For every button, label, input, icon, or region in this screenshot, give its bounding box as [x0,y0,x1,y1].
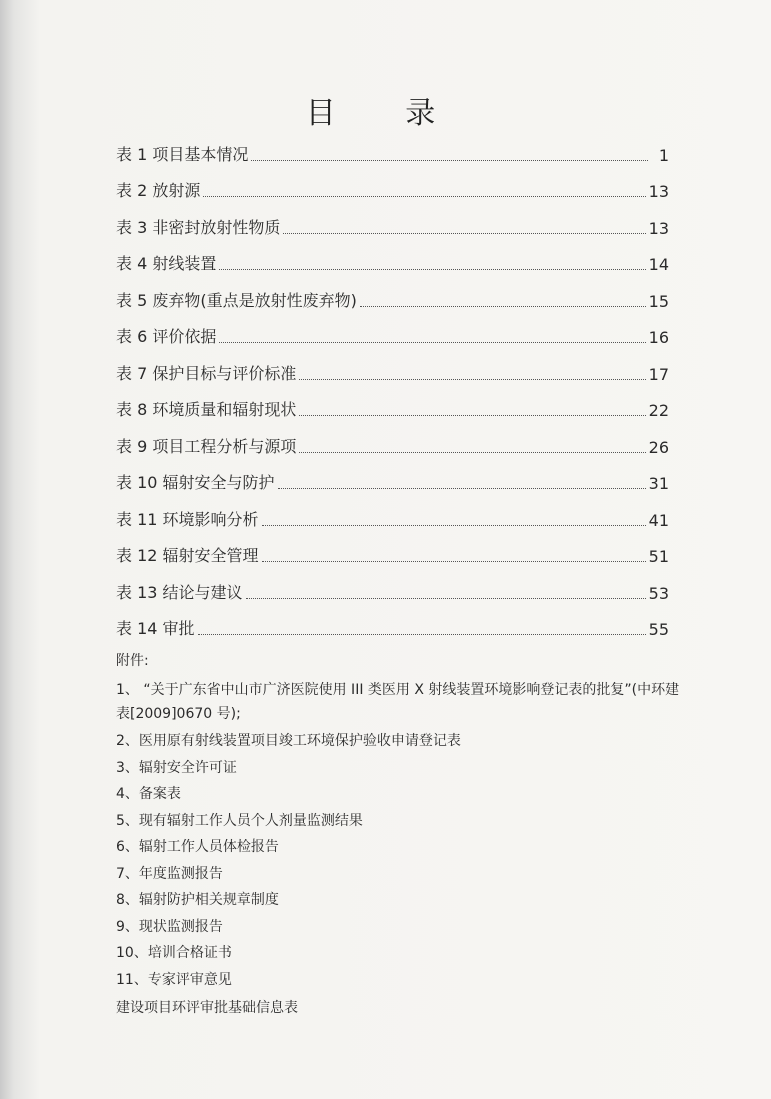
toc-entry-label: 表 3 非密封放射性物质 [116,217,281,237]
toc-entry [116,315,669,352]
toc-entry-page: 13 [648,182,669,201]
toc-entry-page: 51 [648,547,669,566]
attachments-heading: 附件: [116,653,149,669]
page-title: 目 录 [305,96,466,131]
toc-entry [116,278,669,315]
toc-entry-page: 53 [648,583,669,603]
attachment-item: 6、辐射工作人员体检报告 [116,839,279,855]
attachment-item: 5、现有辐射工作人员个人剂量监测结果 [116,812,363,829]
attachment-item: 11、专家评审意见 [116,971,232,988]
toc-leader-dots [278,487,646,489]
toc-leader-dots [299,378,645,380]
toc-entry [116,497,669,534]
toc-entry [116,205,669,242]
toc-leader-dots [299,414,645,416]
attachment-item: 3、辐射安全许可证 [116,759,237,776]
attachment-item: 9、现状监测报告 [116,918,223,935]
toc-leader-dots [219,341,645,343]
toc-entry [116,461,669,498]
toc-entry [116,570,669,607]
toc-leader-dots [262,560,646,562]
attachment-item: 10、培训合格证书 [116,945,232,961]
toc-entry [116,424,669,461]
toc-leader-dots [251,159,648,161]
toc-entry [116,534,669,571]
toc-entry-page: 1 [658,145,669,165]
toc-leader-dots [203,195,645,197]
toc-entry-label: 表 2 放射源 [116,181,201,200]
attachment-item: 8、辐射防护相关规章制度 [116,892,279,908]
toc-leader-dots [299,451,645,453]
toc-leader-dots [283,232,645,234]
toc-entry-page: 15 [648,291,669,311]
toc-entry-label: 表 14 审批 [116,619,195,638]
toc-entry-label: 表 1 项目基本情况 [116,144,249,164]
attachments-section [116,650,686,1021]
toc-entry [116,388,669,425]
toc-entry-label: 表 10 辐射安全与防护 [116,473,275,492]
toc-entry-page: 16 [648,328,669,347]
toc-entry-label: 表 7 保护目标与评价标准 [116,363,297,383]
toc-entry-label: 表 11 环境影响分析 [116,509,259,529]
toc-leader-dots [360,305,646,307]
toc-entry [116,169,669,206]
toc-entry [116,351,669,388]
toc-entry-label: 表 9 项目工程分析与源项 [116,436,297,456]
toc-entry-label: 表 6 评价依据 [116,327,217,346]
toc-leader-dots [246,597,646,599]
attachment-item: 1、 “关于广东省中山市广济医院使用 III 类医用 X 射线装置环境影响登记表的批复”(中环建表[2009]0670 号); [116,682,680,722]
table-of-contents [116,132,669,643]
toc-leader-dots [219,268,645,270]
toc-leader-dots [198,633,646,635]
toc-entry [116,607,669,644]
toc-entry-label: 表 5 废弃物(重点是放射性废弃物) [116,290,357,310]
toc-leader-dots [262,524,646,526]
toc-entry-page: 31 [648,474,669,493]
attachment-item: 4、备案表 [116,786,181,802]
toc-entry-page: 55 [648,620,669,639]
toc-entry-label: 表 13 结论与建议 [116,582,243,602]
attachment-item: 7、年度监测报告 [116,865,223,882]
toc-entry-label: 表 12 辐射安全管理 [116,546,259,565]
toc-entry [116,132,669,169]
attachments-footer: 建设项目环评审批基础信息表 [116,1000,298,1016]
toc-entry-page: 22 [648,401,669,420]
toc-entry-label: 表 4 射线装置 [116,254,217,273]
toc-entry-page: 14 [648,255,669,274]
attachment-item: 2、医用原有射线装置项目竣工环境保护验收申请登记表 [116,733,461,749]
toc-entry-page: 13 [648,218,669,238]
toc-entry-page: 26 [648,437,669,457]
toc-entry-page: 17 [648,364,669,384]
toc-entry-label: 表 8 环境质量和辐射现状 [116,400,297,419]
toc-entry-page: 41 [648,510,669,530]
toc-entry [116,242,669,279]
